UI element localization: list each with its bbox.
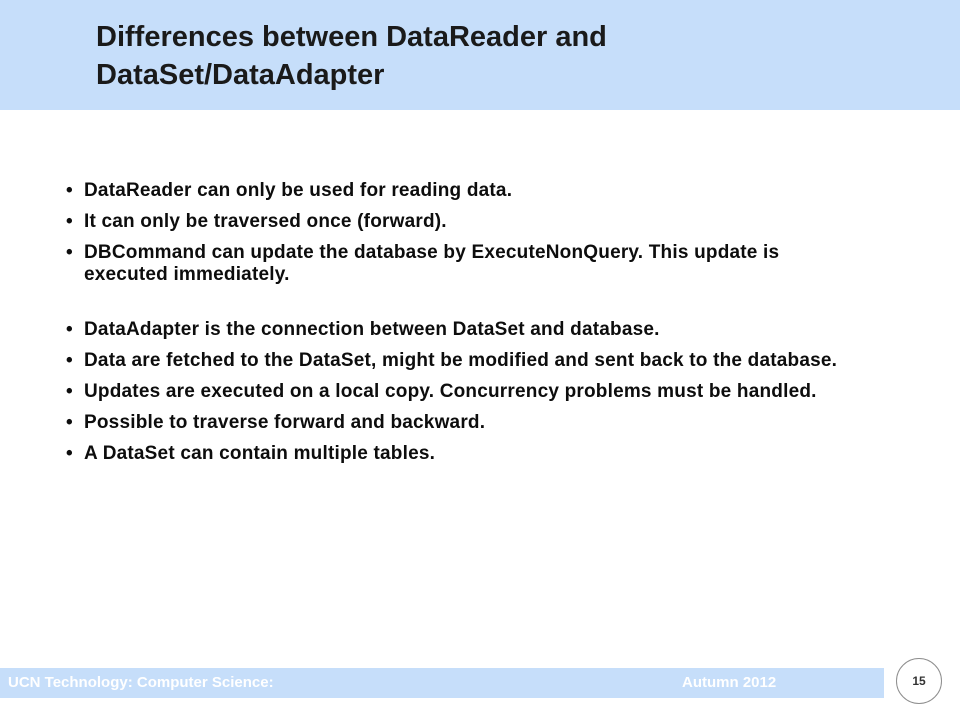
bullet-text: DataAdapter is the connection between DataSet and database. [84, 319, 660, 340]
bullet-marker: • [66, 381, 73, 402]
footer-band [0, 668, 884, 698]
bullet-item [66, 319, 866, 341]
bullet-item [66, 242, 866, 286]
bullet-text: Possible to traverse forward and backward. [84, 412, 486, 433]
footer-term-label: Autumn 2012 [682, 674, 777, 691]
slide-title: Differences between DataReader and DataSet/DataAdapter [96, 21, 607, 91]
bullet-marker: • [66, 443, 73, 464]
bullet-text: It can only be traversed once (forward). [84, 211, 447, 232]
bullet-item [66, 211, 866, 233]
bullet-text: Data are fetched to the DataSet, might be modified and sent back to the database. [84, 350, 838, 371]
bullet-item [66, 443, 866, 465]
bullet-marker: • [66, 242, 73, 263]
bullet-marker: • [66, 211, 73, 232]
bullet-marker: • [66, 412, 73, 433]
bullet-text: A DataSet can contain multiple tables. [84, 443, 436, 464]
page-number-badge [896, 658, 942, 704]
bullet-marker: • [66, 350, 73, 371]
bullet-item [66, 412, 866, 434]
bullet-item [66, 381, 866, 403]
bullet-marker: • [66, 180, 73, 201]
title-band [0, 0, 960, 110]
bullet-marker: • [66, 319, 73, 340]
bullet-text: Updates are executed on a local copy. Concurrency problems must be handled. [84, 381, 817, 402]
bullet-text: DataReader can only be used for reading data. [84, 180, 513, 201]
page-number: 15 [912, 674, 926, 688]
bullet-list [66, 180, 866, 474]
footer-course-label: UCN Technology: Computer Science: [8, 674, 274, 691]
bullet-item [66, 350, 866, 372]
bullet-item [66, 180, 866, 202]
bullet-text: DBCommand can update the database by ExecuteNonQuery. This update is executed immediately. [84, 242, 780, 285]
